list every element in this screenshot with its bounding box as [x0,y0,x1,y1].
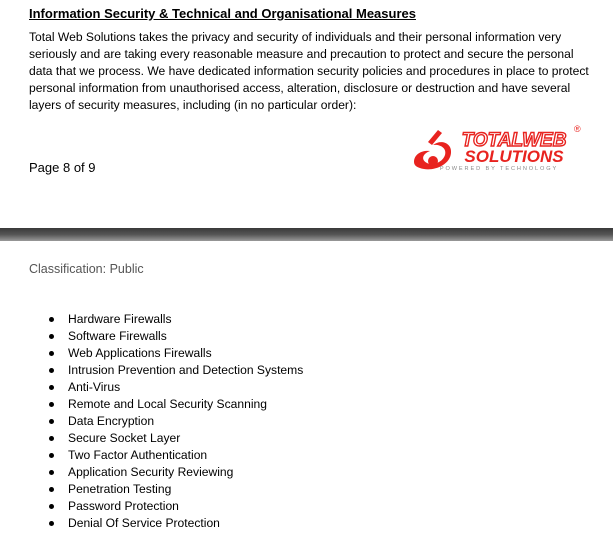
list-item: Application Security Reviewing [0,464,303,481]
body-paragraph: Total Web Solutions takes the privacy and security of individuals and their personal information very seriously and are taking every reasonable measure and precaution to protect and secure the personal data that we process. We have dedicated information security policies and procedures in place to protect personal information from unauthorised access, alteration, disclosure or destruction and have several layers of security measures, including (in no particular order): [29,30,589,112]
classification-label: Classification: Public [29,262,144,276]
list-item: Hardware Firewalls [0,311,303,328]
list-item: Two Factor Authentication [0,447,303,464]
logo-line1: TOTALWEB [461,130,567,151]
list-item: Remote and Local Security Scanning [0,396,303,413]
document-page-9 [0,241,613,537]
section-heading: Information Security & Technical and Organisational Measures [29,6,416,21]
list-item: Denial Of Service Protection [0,515,303,532]
document-page-8 [0,0,613,228]
list-item: Data Encryption [0,413,303,430]
list-item: Secure Socket Layer [0,430,303,447]
page-separator [0,228,613,241]
list-item: Password Protection [0,498,303,515]
list-item: Web Applications Firewalls [0,345,303,362]
list-item: Software Firewalls [0,328,303,345]
logo-line2: SOLUTIONS [464,147,564,166]
logo-dot-icon [428,156,438,166]
logo-tagline: POWERED BY TECHNOLOGY [439,166,559,172]
company-logo [412,124,582,172]
security-measures-list [0,311,303,532]
logo-registered-mark: ® [574,124,581,134]
list-item: Intrusion Prevention and Detection Systems [0,362,303,379]
page-number: Page 8 of 9 [29,160,96,175]
list-item: Penetration Testing [0,481,303,498]
list-item: Anti-Virus [0,379,303,396]
